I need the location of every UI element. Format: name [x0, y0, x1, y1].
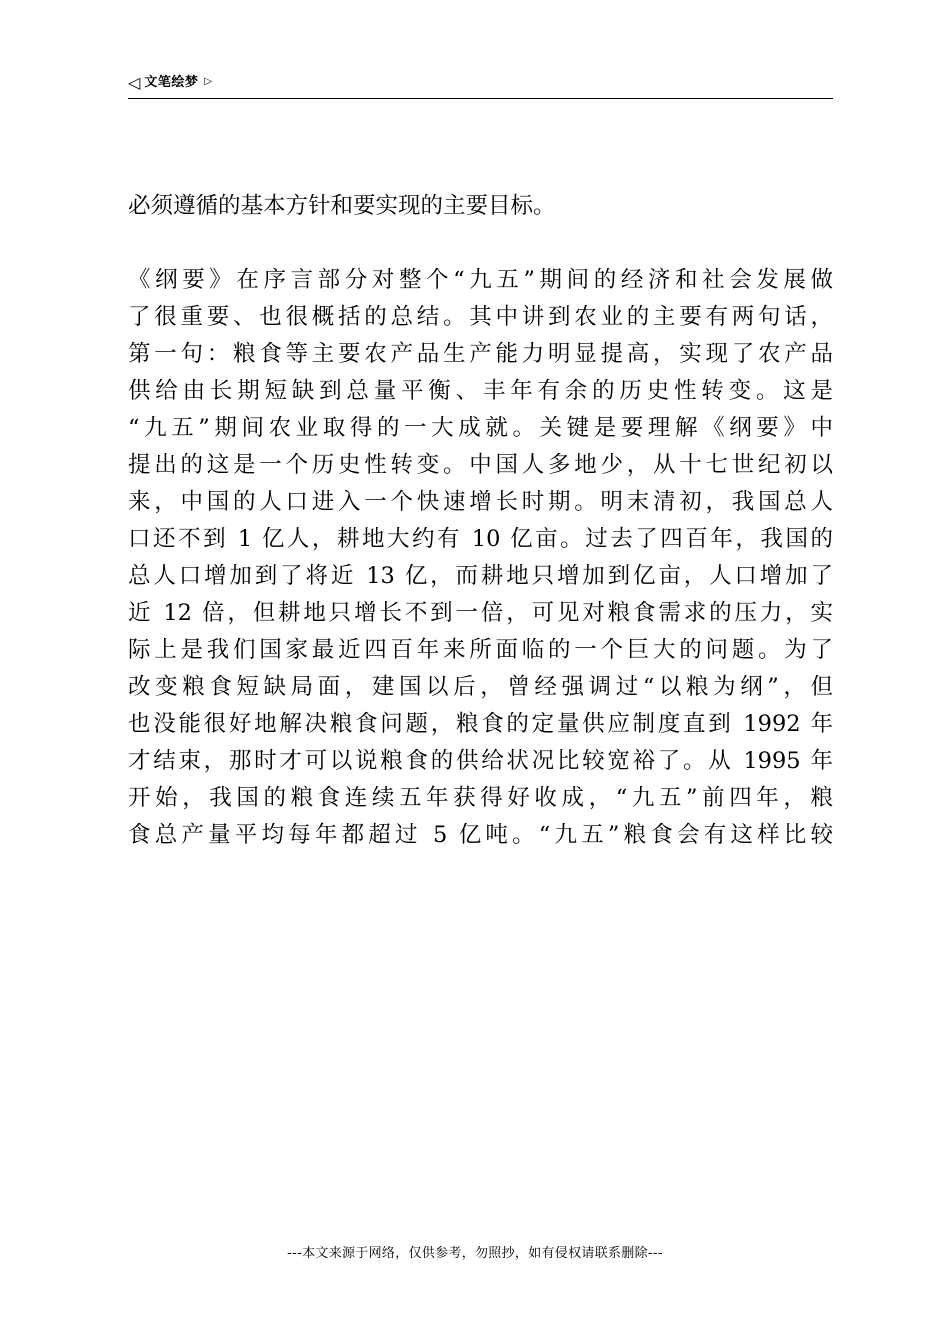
page-header	[128, 74, 833, 99]
text-line: 改变粮食短缺局面，建国以后，曾经强调过“以粮为纲”，但	[128, 674, 833, 700]
text-line: 第一句：粮食等主要农产品生产能力明显提高，实现了农产品	[128, 341, 833, 367]
document-body	[128, 188, 833, 854]
text-line: 际上是我们国家最近四百年来所面临的一个巨大的问题。为了	[128, 637, 833, 663]
text-line: 也没能很好地解决粮食问题，粮食的定量供应制度直到 1992 年	[128, 711, 833, 737]
text-line: 总人口增加到了将近 13 亿，而耕地只增加到亿亩，人口增加了	[128, 563, 833, 589]
text-line: 才结束，那时才可以说粮食的供给状况比较宽裕了。从 1995 年	[128, 748, 833, 774]
text-line: 开始，我国的粮食连续五年获得好收成，“九五”前四年，粮	[128, 785, 833, 811]
text-line: 食总产量平均每年都超过 5 亿吨。“九五”粮食会有这样比较	[128, 822, 833, 848]
text-line: 《纲要》在序言部分对整个“九五”期间的经济和社会发展做	[128, 267, 833, 293]
paragraph-gap	[128, 225, 833, 262]
brand-title: 文笔绘梦	[144, 75, 199, 90]
text-line: 口还不到 1 亿人，耕地大约有 10 亿亩。过去了四百年，我国的	[128, 526, 833, 552]
text-line: 必须遵循的基本方针和要实现的主要目标。	[128, 193, 556, 219]
triangle-right-icon: ▷	[204, 76, 213, 87]
source-disclaimer: ---本文来源于网络，仅供参考，勿照抄，如有侵权请联系删除---	[287, 1246, 663, 1261]
text-line: 提出的这是一个历史性转变。中国人多地少，从十七世纪初以	[128, 452, 833, 478]
triangle-left-icon: ◁	[128, 73, 141, 92]
text-line: 供给由长期短缺到总量平衡、丰年有余的历史性转变。这是	[128, 378, 833, 404]
paragraph	[128, 262, 833, 854]
text-line: 了很重要、也很概括的总结。其中讲到农业的主要有两句话，	[128, 304, 833, 330]
text-line: 近 12 倍，但耕地只增长不到一倍，可见对粮食需求的压力，实	[128, 600, 833, 626]
text-line: 来，中国的人口进入一个快速增长时期。明末清初，我国总人	[128, 489, 833, 515]
text-line: “九五”期间农业取得的一大成就。关键是要理解《纲要》中	[128, 415, 833, 441]
